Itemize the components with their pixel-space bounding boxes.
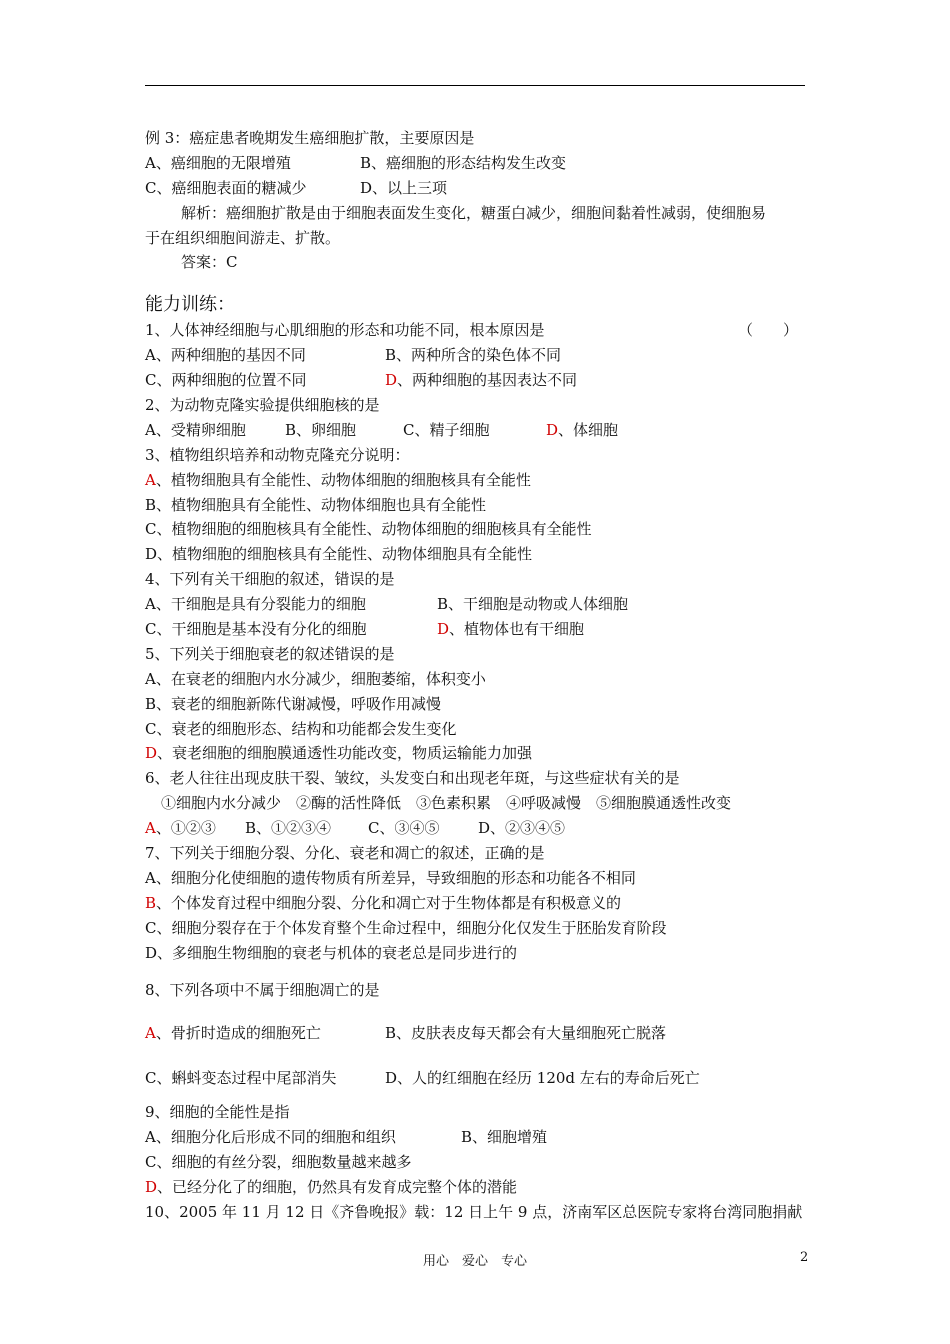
q9-stem: 9、细胞的全能性是指 <box>145 1103 290 1122</box>
q1-option-b: B、两种所含的染色体不同 <box>385 346 562 365</box>
answer-mark: B <box>145 893 157 912</box>
q6-option-c: C、③④⑤ <box>368 819 440 838</box>
q6-items: ①细胞内水分减少 ②酶的活性降低 ③色素积累 ④呼吸减慢 ⑤细胞膜通透性改变 <box>161 794 732 813</box>
q6-options <box>145 816 810 841</box>
q1-option-d: D、两种细胞的基因表达不同 <box>385 368 577 393</box>
q2-option-c: C、精子细胞 <box>403 420 490 439</box>
q1-options-ab <box>145 343 810 368</box>
section-title: 能力训练： <box>145 294 235 316</box>
q6-stem: 6、老人往往出现皮肤干裂、皱纹，头发变白和出现老年斑，与这些症状有关的是 <box>145 769 680 788</box>
q4-option-d: D、植物体也有干细胞 <box>437 617 584 642</box>
footer-motto: 用心 爱心 专心 <box>422 1254 527 1269</box>
header-rule <box>145 85 805 86</box>
q5-option-d: D、衰老细胞的细胞膜通透性功能改变，物质运输能力加强 <box>145 744 533 763</box>
q9-option-c: C、细胞的有丝分裂，细胞数量越来越多 <box>145 1152 412 1171</box>
option-c: C、癌细胞表面的糖减少 <box>145 178 307 197</box>
q8-option-d: D、人的红细胞在经历 120d 左右的寿命后死亡 <box>385 1069 700 1088</box>
answer-mark: A <box>145 1024 156 1043</box>
answer-mark: D <box>145 744 158 763</box>
option-a: A、癌细胞的无限增殖 <box>145 153 291 172</box>
q9-options-ab <box>145 1125 810 1150</box>
q3-option-a: A、植物细胞具有全能性、动物体细胞的细胞核具有全能性 <box>145 470 531 489</box>
q1-option-c: C、两种细胞的位置不同 <box>145 371 307 390</box>
q4-option-a: A、干细胞是具有分裂能力的细胞 <box>145 595 366 614</box>
q8-options-cd <box>145 1066 810 1091</box>
example-analysis-line1: 解析：癌细胞扩散是由于细胞表面发生变化，糖蛋白减少，细胞间黏着性减弱，使细胞易 <box>181 203 767 222</box>
q4-option-b: B、干细胞是动物或人体细胞 <box>437 595 629 614</box>
q4-options-ab <box>145 592 810 617</box>
example-question: 例 3：癌症患者晚期发生癌细胞扩散，主要原因是 <box>145 129 475 147</box>
q7-option-d: D、多细胞生物细胞的衰老与机体的衰老总是同步进行的 <box>145 943 518 962</box>
q2-option-b: B、卵细胞 <box>285 420 357 439</box>
q5-option-b: B、衰老的细胞新陈代谢减慢，呼吸作用减慢 <box>145 694 442 713</box>
q10-stem: 10、2005 年 11 月 12 日《齐鲁晚报》载：12 日上午 9 点，济南军区总医院专家将台湾同胞捐献 <box>145 1202 803 1221</box>
q5-option-a: A、在衰老的细胞内水分减少，细胞萎缩，体积变小 <box>145 669 486 688</box>
q7-stem: 7、下列关于细胞分裂、分化、衰老和凋亡的叙述，正确的是 <box>145 844 545 863</box>
q7-option-a: A、细胞分化使细胞的遗传物质有所差异，导致细胞的形态和功能各不相同 <box>145 868 636 887</box>
q1-option-a: A、两种细胞的基因不同 <box>145 346 306 365</box>
q2-option-d: D、体细胞 <box>546 418 618 443</box>
q8-option-a: A、骨折时造成的细胞死亡 <box>145 1021 385 1046</box>
q9-option-d: D、已经分化了的细胞，仍然具有发育成完整个体的潜能 <box>145 1177 518 1196</box>
answer-mark: A <box>145 470 156 489</box>
q9-option-b: B、细胞增殖 <box>461 1128 548 1147</box>
page-number: 2 <box>800 1250 809 1265</box>
q6-option-d: D、②③④⑤ <box>478 819 566 838</box>
example-options-ab <box>145 151 810 176</box>
option-d: D、以上三项 <box>360 178 448 197</box>
answer-mark: D <box>546 420 559 439</box>
q3-option-d: D、植物细胞的细胞核具有全能性、动物体细胞具有全能性 <box>145 545 533 564</box>
q3-option-b: B、植物细胞具有全能性、动物体细胞也具有全能性 <box>145 495 487 514</box>
example-answer: 答案：C <box>181 253 238 272</box>
example-analysis-line2: 于在组织细胞间游走、扩散。 <box>145 228 341 247</box>
q1-options-cd <box>145 368 810 393</box>
q1-answer-paren: （ ） <box>737 321 798 340</box>
q2-option-a: A、受精卵细胞 <box>145 420 246 439</box>
answer-mark: A <box>145 819 156 838</box>
q6-option-a: A、①②③ <box>145 816 245 841</box>
q1-stem <box>145 318 810 343</box>
q8-stem: 8、下列各项中不属于细胞凋亡的是 <box>145 980 380 999</box>
answer-mark: D <box>385 371 398 390</box>
q3-option-c: C、植物细胞的细胞核具有全能性、动物体细胞的细胞核具有全能性 <box>145 520 592 539</box>
q7-option-b: B、个体发育过程中细胞分裂、分化和凋亡对于生物体都是有积极意义的 <box>145 893 622 912</box>
q7-option-c: C、细胞分裂存在于个体发育整个生命过程中，细胞分化仅发生于胚胎发育阶段 <box>145 918 667 937</box>
answer-mark: D <box>145 1177 158 1196</box>
document-body <box>145 126 810 1225</box>
q2-stem: 2、为动物克隆实验提供细胞核的是 <box>145 396 380 415</box>
q3-stem: 3、植物组织培养和动物克隆充分说明： <box>145 445 410 464</box>
example-options-cd <box>145 176 810 201</box>
q4-option-c: C、干细胞是基本没有分化的细胞 <box>145 620 367 639</box>
q4-options-cd <box>145 617 810 642</box>
q9-option-a: A、细胞分化后形成不同的细胞和组织 <box>145 1128 396 1147</box>
q8-option-b: B、皮肤表皮每天都会有大量细胞死亡脱落 <box>385 1024 667 1043</box>
q6-option-b: B、①②③④ <box>245 819 332 838</box>
q8-options-ab <box>145 1021 810 1046</box>
q4-stem: 4、下列有关干细胞的叙述，错误的是 <box>145 570 395 589</box>
q5-option-c: C、衰老的细胞形态、结构和功能都会发生变化 <box>145 719 457 738</box>
q2-options <box>145 418 810 443</box>
q8-option-c: C、蝌蚪变态过程中尾部消失 <box>145 1069 337 1088</box>
answer-mark: D <box>437 620 450 639</box>
q5-stem: 5、下列关于细胞衰老的叙述错误的是 <box>145 644 395 663</box>
q1-stem-text: 1、人体神经细胞与心肌细胞的形态和功能不同，根本原因是 <box>145 321 545 340</box>
option-b: B、癌细胞的形态结构发生改变 <box>360 153 567 172</box>
